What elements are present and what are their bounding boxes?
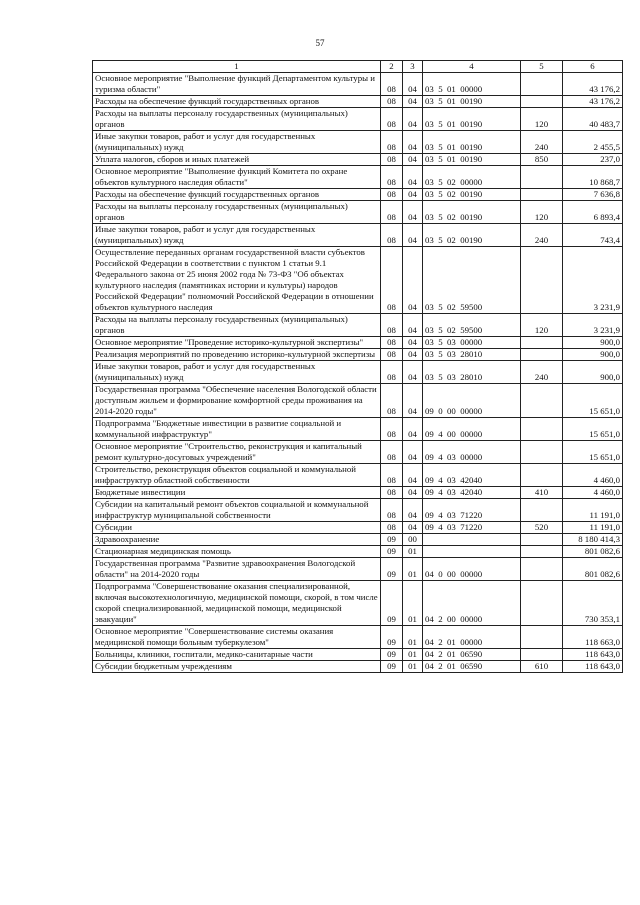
- row-name: Расходы на обеспечение функций государственных органов: [93, 189, 381, 201]
- row-target-article: 09 4 03 42040: [423, 464, 521, 487]
- row-expense-type: [521, 581, 563, 626]
- row-target-article: 03 5 01 00190: [423, 108, 521, 131]
- row-name: Основное мероприятие "Выполнение функций Комитета по охране объектов культурного наследия области": [93, 166, 381, 189]
- row-subsection: 04: [403, 522, 423, 534]
- row-name: Иные закупки товаров, работ и услуг для государственных (муниципальных) нужд: [93, 131, 381, 154]
- row-target-article: 03 5 02 00190: [423, 201, 521, 224]
- table-row: [93, 487, 623, 499]
- row-expense-type: 120: [521, 201, 563, 224]
- row-name: Иные закупки товаров, работ и услуг для государственных (муниципальных) нужд: [93, 224, 381, 247]
- row-section: 08: [381, 441, 403, 464]
- row-expense-type: [521, 96, 563, 108]
- table-row: [93, 154, 623, 166]
- row-expense-type: [521, 441, 563, 464]
- row-expense-type: [521, 534, 563, 546]
- table-row: [93, 73, 623, 96]
- row-target-article: 03 5 01 00190: [423, 154, 521, 166]
- row-expense-type: [521, 384, 563, 418]
- row-name: Основное мероприятие "Выполнение функций Департаментом культуры и туризма области": [93, 73, 381, 96]
- table-row: [93, 499, 623, 522]
- row-expense-type: [521, 166, 563, 189]
- row-amount: 43 176,2: [563, 73, 623, 96]
- row-subsection: 01: [403, 546, 423, 558]
- table-row: [93, 96, 623, 108]
- row-section: 08: [381, 418, 403, 441]
- header-section: 2: [381, 61, 403, 73]
- table-row: [93, 581, 623, 626]
- row-amount: 118 643,0: [563, 649, 623, 661]
- row-amount: 15 651,0: [563, 384, 623, 418]
- row-section: 08: [381, 201, 403, 224]
- row-expense-type: 610: [521, 661, 563, 673]
- row-subsection: 04: [403, 441, 423, 464]
- row-target-article: [423, 546, 521, 558]
- header-name: 1: [93, 61, 381, 73]
- row-name: Подпрограмма "Бюджетные инвестиции в развитие социальной и коммунальной инфраструктур": [93, 418, 381, 441]
- header-target-article: 4: [423, 61, 521, 73]
- table-row: [93, 418, 623, 441]
- row-expense-type: 240: [521, 224, 563, 247]
- row-expense-type: [521, 558, 563, 581]
- row-expense-type: [521, 649, 563, 661]
- row-amount: 3 231,9: [563, 314, 623, 337]
- row-name: Основное мероприятие "Совершенствование системы оказания медицинской помощи больным туберкулезом": [93, 626, 381, 649]
- row-target-article: [423, 534, 521, 546]
- row-amount: 237,0: [563, 154, 623, 166]
- row-name: Государственная программа "Развитие здравоохранения Вологодской области" на 2014-2020 годы: [93, 558, 381, 581]
- table-row: [93, 649, 623, 661]
- row-amount: 8 180 414,3: [563, 534, 623, 546]
- row-name: Основное мероприятие "Строительство, реконструкция и капитальный ремонт культурно-досуговых учреждений": [93, 441, 381, 464]
- row-subsection: 01: [403, 661, 423, 673]
- table-row: [93, 337, 623, 349]
- row-amount: 2 455,5: [563, 131, 623, 154]
- row-target-article: 09 4 03 00000: [423, 441, 521, 464]
- row-target-article: 09 4 03 71220: [423, 499, 521, 522]
- row-section: 08: [381, 224, 403, 247]
- row-amount: 801 082,6: [563, 546, 623, 558]
- row-subsection: 04: [403, 73, 423, 96]
- row-section: 08: [381, 189, 403, 201]
- row-section: 09: [381, 626, 403, 649]
- table-row: [93, 534, 623, 546]
- row-name: Расходы на выплаты персоналу государственных (муниципальных) органов: [93, 108, 381, 131]
- row-name: Государственная программа "Обеспечение населения Вологодской области доступным жильем и формирование комфортной среды проживания на 2014-2020 годы": [93, 384, 381, 418]
- row-subsection: 01: [403, 649, 423, 661]
- row-section: 08: [381, 131, 403, 154]
- row-target-article: 09 4 00 00000: [423, 418, 521, 441]
- table-row: [93, 384, 623, 418]
- row-amount: 900,0: [563, 349, 623, 361]
- table-row: [93, 546, 623, 558]
- table-row: [93, 166, 623, 189]
- row-section: 08: [381, 108, 403, 131]
- header-expense-type: 5: [521, 61, 563, 73]
- table-row: [93, 131, 623, 154]
- row-amount: 6 893,4: [563, 201, 623, 224]
- row-amount: 11 191,0: [563, 499, 623, 522]
- row-name: Реализация мероприятий по проведению историко-культурной экспертизы: [93, 349, 381, 361]
- row-expense-type: [521, 349, 563, 361]
- row-section: 08: [381, 522, 403, 534]
- row-section: 08: [381, 464, 403, 487]
- row-target-article: 03 5 01 00190: [423, 131, 521, 154]
- table-row: [93, 201, 623, 224]
- row-expense-type: [521, 626, 563, 649]
- row-name: Бюджетные инвестиции: [93, 487, 381, 499]
- row-section: 08: [381, 384, 403, 418]
- row-name: Осуществление переданных органам государственной власти субъектов Российской Федерации в соответствии с пунктом 1 статьи 9.1 Федерального закона от 25 июня 2002 года № 73-ФЗ "Об объектах культурного наследия (памятниках истории и культуры) народов Российской Федерации" полномочий Российской Федерации в отношении объектов культурного наследия: [93, 247, 381, 314]
- row-amount: 4 460,0: [563, 464, 623, 487]
- row-target-article: 04 2 01 00000: [423, 626, 521, 649]
- row-expense-type: 520: [521, 522, 563, 534]
- row-amount: 15 651,0: [563, 418, 623, 441]
- table-row: [93, 558, 623, 581]
- row-subsection: 04: [403, 224, 423, 247]
- row-name: Уплата налогов, сборов и иных платежей: [93, 154, 381, 166]
- row-name: Субсидии на капитальный ремонт объектов социальной и коммунальной инфраструктур муниципальной собственности: [93, 499, 381, 522]
- row-section: 09: [381, 558, 403, 581]
- page-number: 57: [315, 38, 325, 48]
- row-expense-type: [521, 73, 563, 96]
- row-expense-type: [521, 464, 563, 487]
- row-section: 08: [381, 361, 403, 384]
- row-section: 08: [381, 166, 403, 189]
- row-section: 08: [381, 73, 403, 96]
- row-amount: 743,4: [563, 224, 623, 247]
- row-amount: 900,0: [563, 361, 623, 384]
- row-amount: 730 353,1: [563, 581, 623, 626]
- row-section: 08: [381, 247, 403, 314]
- row-amount: 801 082,6: [563, 558, 623, 581]
- row-target-article: 04 0 00 00000: [423, 558, 521, 581]
- table-row: [93, 247, 623, 314]
- row-target-article: 03 5 03 28010: [423, 349, 521, 361]
- table-header-row: [93, 61, 623, 73]
- table-row: [93, 464, 623, 487]
- row-subsection: 04: [403, 131, 423, 154]
- row-section: 08: [381, 96, 403, 108]
- table-row: [93, 224, 623, 247]
- row-subsection: 01: [403, 558, 423, 581]
- row-name: Здравоохранение: [93, 534, 381, 546]
- row-expense-type: 240: [521, 361, 563, 384]
- row-target-article: 03 5 02 59500: [423, 314, 521, 337]
- row-name: Расходы на выплаты персоналу государственных (муниципальных) органов: [93, 201, 381, 224]
- table-row: [93, 108, 623, 131]
- row-target-article: 04 2 01 06590: [423, 649, 521, 661]
- row-subsection: 04: [403, 189, 423, 201]
- row-target-article: 04 2 01 06590: [423, 661, 521, 673]
- row-subsection: 04: [403, 349, 423, 361]
- row-subsection: 04: [403, 361, 423, 384]
- row-name: Иные закупки товаров, работ и услуг для государственных (муниципальных) нужд: [93, 361, 381, 384]
- row-section: 09: [381, 534, 403, 546]
- row-name: Стационарная медицинская помощь: [93, 546, 381, 558]
- table-row: [93, 349, 623, 361]
- row-amount: 118 663,0: [563, 626, 623, 649]
- table-row: [93, 441, 623, 464]
- row-expense-type: 120: [521, 108, 563, 131]
- row-target-article: 03 5 02 00000: [423, 166, 521, 189]
- row-target-article: 03 5 03 28010: [423, 361, 521, 384]
- row-amount: 4 460,0: [563, 487, 623, 499]
- row-subsection: 04: [403, 166, 423, 189]
- row-subsection: 04: [403, 201, 423, 224]
- table-row: [93, 361, 623, 384]
- row-amount: 15 651,0: [563, 441, 623, 464]
- row-expense-type: [521, 418, 563, 441]
- row-section: 08: [381, 154, 403, 166]
- row-subsection: 04: [403, 154, 423, 166]
- budget-table: [92, 60, 623, 673]
- row-expense-type: 410: [521, 487, 563, 499]
- row-name: Подпрограмма "Совершенствование оказания специализированной, включая высокотехнологичную, медицинской помощи, скорой, в том числе скорой специализированной, медицинской помощи, медицинской эвакуации": [93, 581, 381, 626]
- row-subsection: 04: [403, 96, 423, 108]
- row-target-article: 03 5 01 00000: [423, 73, 521, 96]
- row-expense-type: 240: [521, 131, 563, 154]
- row-subsection: 04: [403, 464, 423, 487]
- row-section: 08: [381, 349, 403, 361]
- row-subsection: 00: [403, 534, 423, 546]
- row-section: 08: [381, 337, 403, 349]
- row-subsection: 01: [403, 626, 423, 649]
- row-expense-type: [521, 189, 563, 201]
- row-target-article: 03 5 01 00190: [423, 96, 521, 108]
- row-amount: 11 191,0: [563, 522, 623, 534]
- row-subsection: 01: [403, 581, 423, 626]
- row-section: 09: [381, 661, 403, 673]
- row-name: Больницы, клиники, госпитали, медико-санитарные части: [93, 649, 381, 661]
- row-amount: 10 868,7: [563, 166, 623, 189]
- table-row: [93, 189, 623, 201]
- row-target-article: 04 2 00 00000: [423, 581, 521, 626]
- row-name: Субсидии: [93, 522, 381, 534]
- row-amount: 7 636,8: [563, 189, 623, 201]
- row-target-article: 03 5 02 00190: [423, 224, 521, 247]
- row-section: 09: [381, 581, 403, 626]
- table-row: [93, 314, 623, 337]
- table-row: [93, 626, 623, 649]
- row-expense-type: 120: [521, 314, 563, 337]
- row-target-article: 03 5 02 00190: [423, 189, 521, 201]
- row-target-article: 09 4 03 42040: [423, 487, 521, 499]
- row-amount: 3 231,9: [563, 247, 623, 314]
- row-subsection: 04: [403, 487, 423, 499]
- row-target-article: 09 0 00 00000: [423, 384, 521, 418]
- row-target-article: 03 5 02 59500: [423, 247, 521, 314]
- row-amount: 900,0: [563, 337, 623, 349]
- row-section: 08: [381, 314, 403, 337]
- row-expense-type: [521, 546, 563, 558]
- header-subsection: 3: [403, 61, 423, 73]
- row-subsection: 04: [403, 499, 423, 522]
- row-subsection: 04: [403, 384, 423, 418]
- row-amount: 43 176,2: [563, 96, 623, 108]
- row-name: Расходы на обеспечение функций государственных органов: [93, 96, 381, 108]
- row-name: Субсидии бюджетным учреждениям: [93, 661, 381, 673]
- row-subsection: 04: [403, 337, 423, 349]
- row-subsection: 04: [403, 314, 423, 337]
- row-amount: 40 483,7: [563, 108, 623, 131]
- row-expense-type: [521, 247, 563, 314]
- row-section: 09: [381, 649, 403, 661]
- row-expense-type: [521, 337, 563, 349]
- row-amount: 118 643,0: [563, 661, 623, 673]
- table-row: [93, 661, 623, 673]
- row-section: 08: [381, 487, 403, 499]
- row-target-article: 03 5 03 00000: [423, 337, 521, 349]
- row-target-article: 09 4 03 71220: [423, 522, 521, 534]
- row-section: 09: [381, 546, 403, 558]
- header-amount: 6: [563, 61, 623, 73]
- row-section: 08: [381, 499, 403, 522]
- row-name: Основное мероприятие "Проведение историко-культурной экспертизы": [93, 337, 381, 349]
- row-expense-type: [521, 499, 563, 522]
- row-subsection: 04: [403, 247, 423, 314]
- row-name: Расходы на выплаты персоналу государственных (муниципальных) органов: [93, 314, 381, 337]
- row-expense-type: 850: [521, 154, 563, 166]
- row-subsection: 04: [403, 418, 423, 441]
- table-row: [93, 522, 623, 534]
- row-subsection: 04: [403, 108, 423, 131]
- row-name: Строительство, реконструкция объектов социальной и коммунальной инфраструктур областной собственности: [93, 464, 381, 487]
